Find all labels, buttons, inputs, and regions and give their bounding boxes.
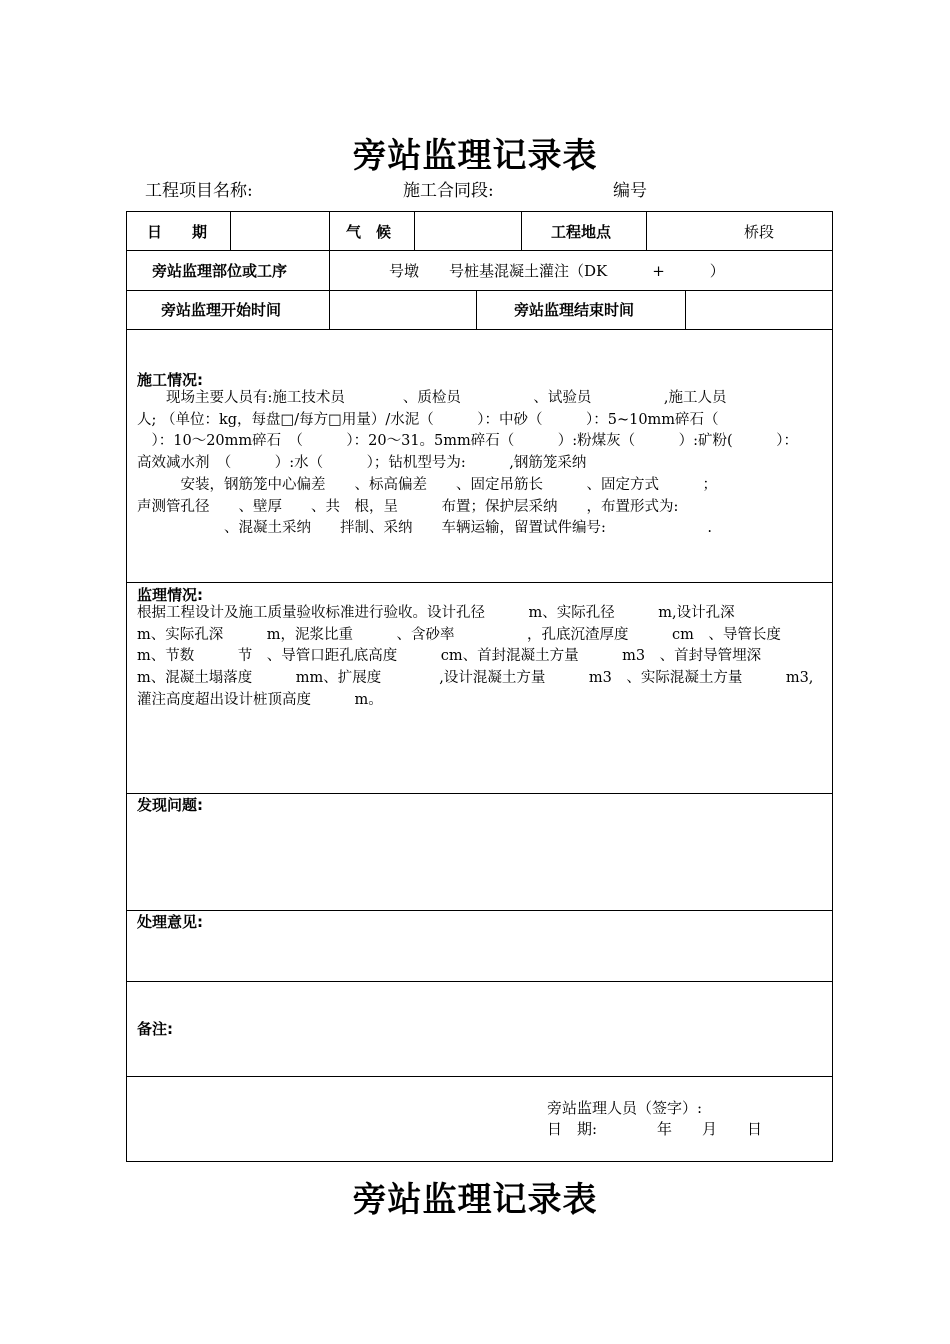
text-line: m、节数 节 、导管口距孔底高度 cm、首封混凝土方量 m3 、首封导管埋深 (137, 648, 762, 665)
text-line: 安装，钢筋笼中心偏差 、标高偏差 、固定吊筋长 、固定方式 ； (137, 476, 717, 493)
location-label: 工程地点 (551, 223, 612, 241)
location-value: 桥段 (744, 223, 775, 241)
weather-label: 气 候 (346, 223, 392, 241)
signature-date-line: 日 期: 年 月 日 (547, 1120, 763, 1138)
supervision-text (137, 603, 824, 712)
col-divider (329, 212, 330, 250)
start-time-label: 旁站监理开始时间 (161, 301, 282, 319)
text-line: ）：10～20mm碎石 （ ）：20～31。5mm碎石（ ）:粉煤灰（ ）:矿粉( ）： (137, 433, 798, 450)
row-divider (127, 329, 832, 330)
col-divider (329, 250, 330, 290)
supervisor-signature-label: 旁站监理人员（签字）: (547, 1099, 703, 1117)
row-divider (127, 981, 832, 982)
form-title: 旁站监理记录表 (352, 136, 598, 176)
text-line: m、实际孔深 m，泥浆比重 、含砂率 ，孔底沉渣厚度 cm 、导管长度 (137, 626, 781, 643)
record-table (126, 211, 833, 1162)
row-divider (127, 793, 832, 794)
remarks-label: 备注: (137, 1020, 173, 1038)
text-line: 灌注高度超出设计桩顶高度 m。 (137, 691, 383, 708)
row-divider (127, 910, 832, 911)
contract-section-label: 施工合同段: (403, 181, 494, 201)
col-divider (230, 212, 231, 250)
col-divider (329, 290, 330, 329)
number-label: 编号 (613, 181, 647, 201)
process-label: 旁站监理部位或工序 (152, 262, 288, 280)
construction-heading: 施工情况: (137, 371, 203, 389)
supervision-heading: 监理情况: (137, 586, 203, 604)
date-label: 日 期 (147, 223, 208, 241)
form-title-repeat: 旁站监理记录表 (352, 1180, 598, 1220)
row-divider (127, 1076, 832, 1077)
col-divider (521, 212, 522, 250)
process-value: 号墩 号桩基混凝土灌注（DK + ） (389, 262, 725, 280)
construction-text (137, 388, 824, 540)
col-divider (646, 212, 647, 250)
row-divider (127, 582, 832, 583)
col-divider (685, 290, 686, 329)
text-line: 根据工程设计及施工质量验收标准进行验收。设计孔径 m、实际孔径 m,设计孔深 (137, 605, 735, 621)
end-time-label: 旁站监理结束时间 (514, 301, 635, 319)
text-line: 声测管孔径 、壁厚 、共 根，呈 布置；保护层采纳 ，布置形式为: (137, 498, 679, 515)
col-divider (476, 290, 477, 329)
text-line: 、混凝土采纳 拌制、采纳 车辆运输，留置试件编号: . (137, 520, 712, 537)
problems-label: 发现问题: (137, 796, 203, 814)
text-line: 高效减水剂 （ ）:水（ ）；钻机型号为: ,钢筋笼采纳 (137, 455, 587, 472)
handling-label: 处理意见: (137, 913, 203, 931)
col-divider (414, 212, 415, 250)
row-divider (127, 250, 832, 251)
text-line: m、混凝土塌落度 mm、扩展度 ,设计混凝土方量 m3 、实际混凝土方量 m3, (137, 670, 814, 687)
text-line: 现场主要人员有:施工技术员 、质检员 、试验员 ,施工人员 (137, 390, 727, 406)
text-line: 人; （单位：kg，每盘□/每方□用量）/水泥（ ）：中砂（ ）：5~10mm碎石（ (137, 411, 719, 428)
row-divider (127, 290, 832, 291)
project-name-label: 工程项目名称: (145, 181, 253, 201)
